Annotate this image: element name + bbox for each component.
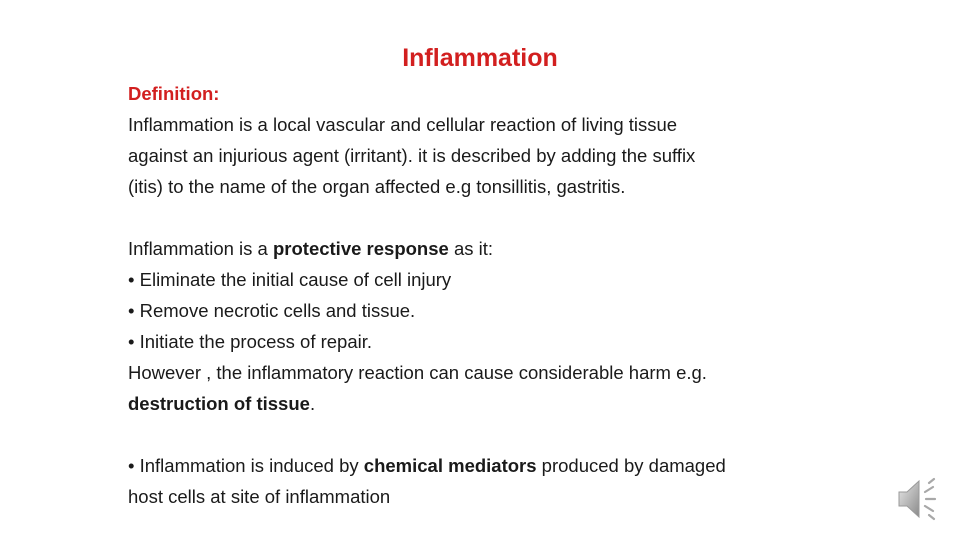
mediators-line <box>128 450 848 481</box>
definition-line-2: against an injurious agent (irritant). it is described by adding the suffix <box>128 145 696 166</box>
mediators-suffix: produced by damaged <box>536 455 726 476</box>
mediators-prefix: • Inflammation is induced by <box>128 455 364 476</box>
mediators-line-2: host cells at site of inflammation <box>128 486 391 507</box>
protective-suffix: as it: <box>448 238 494 259</box>
harm-suffix: . <box>309 393 316 414</box>
spacer <box>128 202 848 233</box>
spacer <box>128 419 848 450</box>
definition-line-1: Inflammation is a local vascular and cellular reaction of living tissue <box>128 114 678 135</box>
however-line: However , the inflammatory reaction can cause considerable harm e.g. <box>128 362 707 383</box>
slide-body <box>128 78 848 512</box>
bullet-item-2: • Remove necrotic cells and tissue. <box>128 300 416 321</box>
speaker-icon[interactable] <box>893 474 945 524</box>
bullet-item-3: • Initiate the process of repair. <box>128 331 373 352</box>
slide-title: Inflammation <box>402 44 558 72</box>
protective-line <box>128 233 848 264</box>
bullet-item-1: • Eliminate the initial cause of cell injury <box>128 269 452 290</box>
harm-bold: destruction of tissue <box>128 393 310 414</box>
harm-line <box>128 388 848 419</box>
mediators-bold: chemical mediators <box>363 455 537 476</box>
protective-bold: protective response <box>272 238 449 259</box>
definition-line-3: (itis) to the name of the organ affected e.g tonsillitis, gastritis. <box>128 176 626 197</box>
definition-label: Definition: <box>128 83 220 104</box>
protective-prefix: Inflammation is a <box>128 238 273 259</box>
